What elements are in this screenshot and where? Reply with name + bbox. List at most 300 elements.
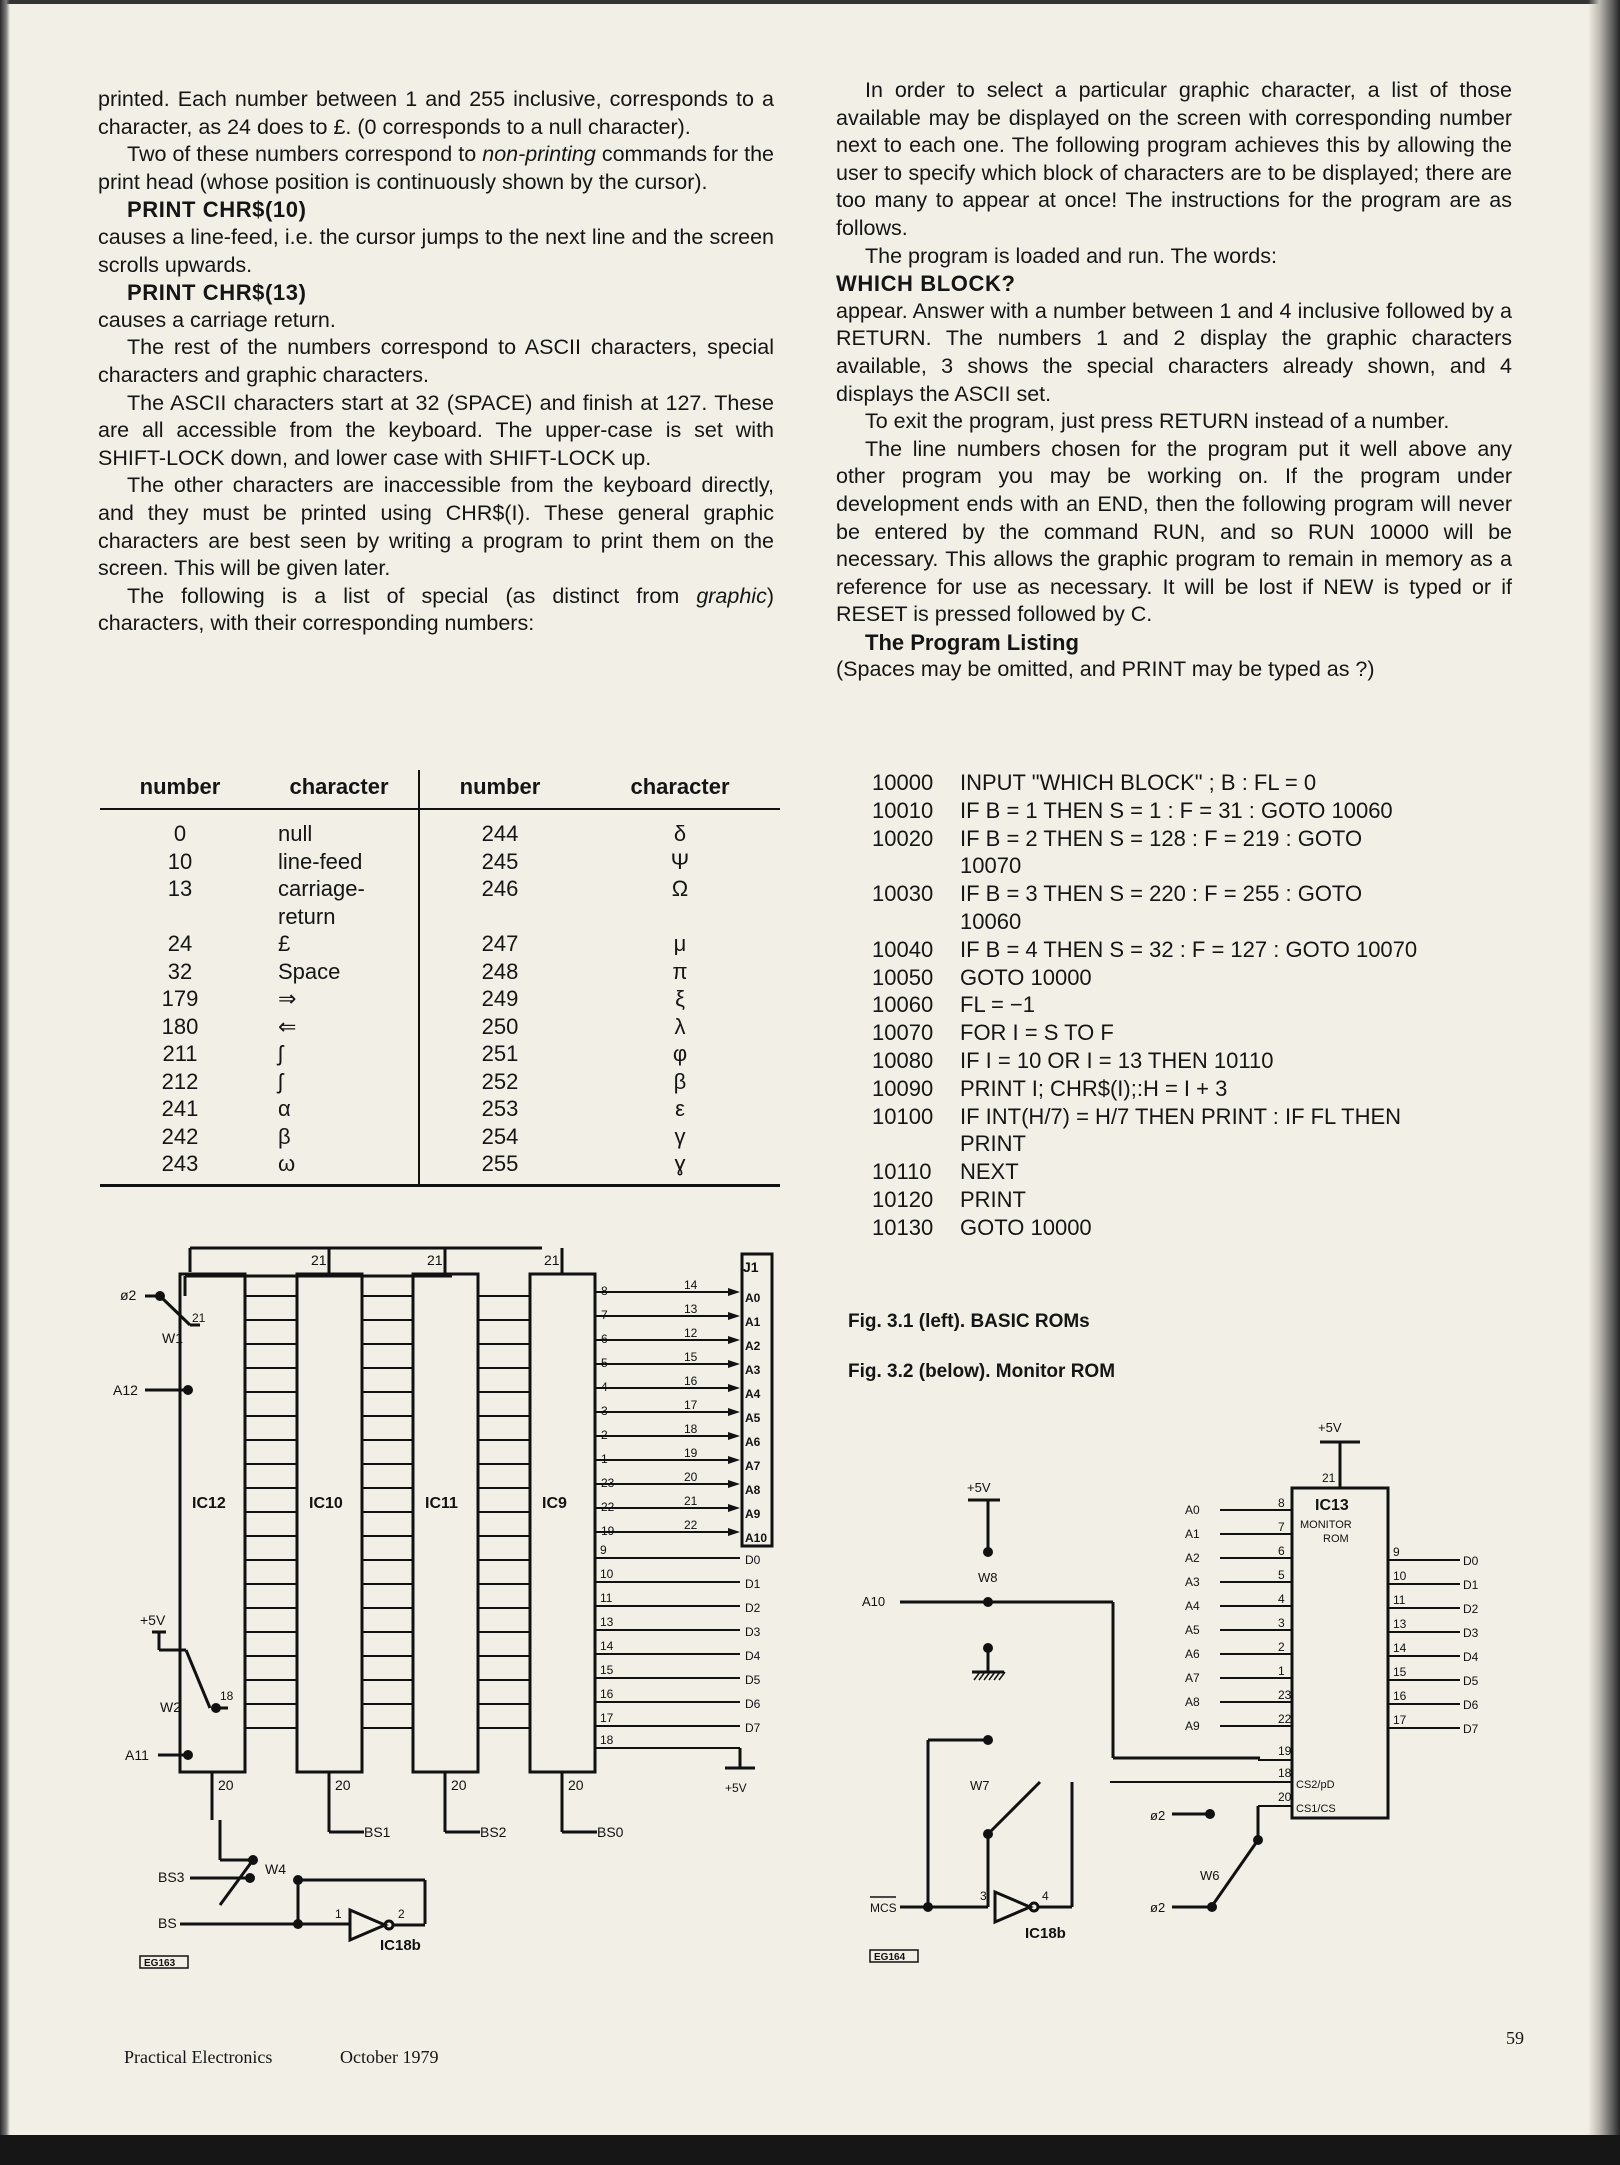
ic9-pin18-label: 18: [600, 1733, 614, 1747]
w4-label: W4: [265, 1861, 286, 1877]
connector-pin-label: 16: [684, 1374, 698, 1388]
ic13-sub2-label: ROM: [1323, 1533, 1349, 1545]
row-number-left: 13: [167, 876, 193, 901]
table-header-row: [100, 770, 780, 809]
ic13-data-pin-label: 11: [1393, 1593, 1406, 1607]
connector-pin-label: 21: [684, 1494, 698, 1508]
left-para-4: causes a carriage return.: [98, 307, 336, 332]
row-number-right: 247: [419, 930, 580, 958]
phi2a-label: ø2: [1150, 1808, 1166, 1823]
data-label-d2: D2: [1463, 1602, 1479, 1616]
row-number-right: 248: [419, 958, 580, 986]
w6-label: W6: [1200, 1868, 1220, 1883]
connector-pin-label: 14: [684, 1278, 698, 1292]
listing-line-code: FOR I = S TO F: [960, 1020, 1114, 1046]
row-number-right: 245: [419, 848, 580, 876]
connector-pin-label: 13: [684, 1302, 698, 1316]
row-number-left: 32: [167, 958, 193, 984]
ic10-chip-label: IC10: [309, 1495, 343, 1512]
row-number-left: [100, 903, 260, 931]
bs0-label: BS0: [597, 1824, 624, 1840]
bs-label: BS: [158, 1915, 177, 1931]
ic9-pin-label: 23: [601, 1476, 615, 1490]
mcs-dot: [923, 1902, 933, 1912]
listing-line: [872, 1130, 1516, 1158]
data-label-d6: D6: [1463, 1698, 1479, 1712]
table-row: [100, 1013, 780, 1041]
address-line-arrow: [728, 1408, 740, 1416]
row-character-left: ʃ: [278, 1041, 283, 1066]
ic13-data-pin-label: 17: [1393, 1713, 1407, 1727]
left-para-8-text-end: ) characters, with their corresponding numbers:: [98, 583, 774, 636]
connector-pin-label: 19: [684, 1446, 698, 1460]
address-label-a0: A0: [745, 1291, 761, 1305]
table-row: [100, 985, 780, 1013]
data-label-d2: D2: [745, 1601, 761, 1615]
connector-pin-label: 15: [684, 1350, 698, 1364]
row-character-left: £: [278, 931, 291, 956]
program-listing: [872, 769, 1516, 1242]
ic13-data-pin-label: 10: [1393, 1569, 1407, 1583]
keyword-which-block: WHICH BLOCK?: [836, 271, 1016, 297]
right-para-5: The line numbers chosen for the program put it well above any other program you may be working on. If the program under development ends with an END, then the following program will never be entered by the command RUN, and so RUN 10000 will be necessary. This allows the graphic program to remain in memory as a reference for use as necessary. It will be lost if NEW is typed or if RESET is pressed followed by C.: [836, 436, 1512, 627]
w1-switch-arm: [160, 1296, 190, 1325]
data-label-d7: D7: [1463, 1722, 1479, 1736]
data-label-d1: D1: [745, 1577, 761, 1591]
right-column: [836, 77, 1512, 684]
ic9-data-pin-label: 9: [600, 1543, 607, 1557]
row-number-right: 252: [419, 1068, 580, 1096]
table-row: [100, 903, 780, 931]
row-character-right: μ: [673, 931, 687, 956]
table-row: [100, 1040, 780, 1068]
listing-line-number: 10070: [872, 1020, 934, 1046]
address-line-arrow: [728, 1480, 740, 1488]
left-para-8-text: The following is a list of special (as distinct from: [127, 583, 697, 608]
pin20-label: 20: [451, 1777, 467, 1793]
ic13-label: IC13: [1315, 1497, 1349, 1514]
listing-line-code: GOTO 10000: [960, 964, 1092, 990]
listing-line-number: 10000: [872, 770, 934, 795]
ic13-pin-label: 8: [1278, 1496, 1285, 1510]
listing-line: [872, 880, 1516, 908]
table-row: [100, 958, 780, 986]
plus5v-dot: [983, 1547, 993, 1557]
inverter-pin3-label: 3: [980, 1889, 987, 1903]
bs3-dot: [245, 1873, 255, 1883]
table-row: [100, 1150, 780, 1185]
address-label-a3: A3: [1185, 1575, 1200, 1589]
ic12-chip: [180, 1274, 245, 1772]
listing-line-code: PRINT: [960, 1131, 1026, 1157]
table-row: [100, 848, 780, 876]
listing-line-number: 10030: [872, 881, 934, 907]
ic13-pin-label: 5: [1278, 1568, 1285, 1582]
ic13-sub1-label: MONITOR: [1300, 1519, 1352, 1531]
ic13-pin-label: 23: [1278, 1688, 1292, 1702]
footer-date: October 1979: [340, 2047, 439, 2067]
listing-line: [872, 1019, 1516, 1047]
data-label-d6: D6: [745, 1697, 761, 1711]
ic13-data-pin-label: 14: [1393, 1641, 1407, 1655]
pin20-label: 20: [218, 1777, 234, 1793]
listing-line-code: 10060: [960, 908, 1022, 934]
listing-line: [872, 825, 1516, 853]
listing-line-number: 10010: [872, 797, 934, 823]
row-number-left: 243: [100, 1150, 260, 1185]
row-number-left: 242: [161, 1123, 199, 1149]
connector-pin-label: 20: [684, 1470, 698, 1484]
pin21-label: 21: [311, 1252, 327, 1268]
left-para-2-text-end: commands for the print head (whose position is continuously shown by the cursor).: [98, 142, 774, 194]
a12-label: A12: [113, 1382, 138, 1398]
listing-line-number: 10080: [872, 1047, 934, 1073]
inverter-pin1-label: 1: [335, 1907, 342, 1921]
row-character-right: φ: [672, 1041, 688, 1066]
address-label-a0: A0: [1185, 1503, 1200, 1517]
left-para-6: The ASCII characters start at 32 (SPACE) and finish at 127. These are all accessible from the keyboard. The upper-case is set with SHIFT-LOCK down, and lower case with SHIFT-LOCK up.: [98, 390, 774, 470]
ic9-data-pin-label: 17: [600, 1711, 614, 1725]
connector-pin-label: 18: [684, 1422, 698, 1436]
row-character-left: α: [278, 1096, 291, 1121]
ic13-pin-label: 2: [1278, 1640, 1285, 1654]
row-number-left: 24: [167, 931, 193, 956]
address-line-arrow: [728, 1528, 740, 1536]
left-para-7: The other characters are inaccessible from the keyboard directly, and they must be printed using CHR$(I). These general graphic characters are best seen by writing a program to print them on the screen. This will be given later.: [98, 473, 774, 581]
address-line-arrow: [728, 1504, 740, 1512]
row-character-left: Space: [278, 958, 341, 984]
address-line-arrow: [728, 1336, 740, 1344]
ic9-data-pin-label: 16: [600, 1687, 614, 1701]
listing-line-number: [872, 1130, 960, 1158]
listing-note: (Spaces may be omitted, and PRINT may be typed as ?): [836, 657, 1375, 682]
row-number-left: 212: [161, 1068, 199, 1094]
pin21-label: 21: [427, 1252, 443, 1268]
row-number-left: 10: [167, 848, 193, 874]
listing-line-number: 10050: [872, 964, 934, 990]
listing-line-code: IF B = 2 THEN S = 128 : F = 219 : GOTO: [960, 825, 1363, 851]
listing-line: [872, 1158, 1516, 1186]
listing-line-code: IF B = 4 THEN S = 32 : F = 127 : GOTO 10070: [960, 936, 1418, 962]
address-label-a3: A3: [745, 1363, 761, 1377]
plus5v-label: +5V: [140, 1612, 166, 1628]
address-label-a7: A7: [1185, 1671, 1200, 1685]
address-label-a9: A9: [1185, 1719, 1200, 1733]
connector-pin-label: 22: [684, 1518, 698, 1532]
inverter-triangle: [350, 1910, 385, 1940]
inverter-pin4-label: 4: [1042, 1889, 1049, 1903]
ic13-data-pin-label: 15: [1393, 1665, 1407, 1679]
address-label-a10: A10: [745, 1531, 768, 1545]
ic9-data-pin-label: 14: [600, 1639, 614, 1653]
a11-label: A11: [125, 1747, 149, 1763]
listing-line-number: 10130: [872, 1214, 934, 1240]
row-character-right: δ: [673, 821, 687, 846]
w8-a10-dot: [983, 1597, 993, 1607]
pin20-label: 20: [335, 1777, 351, 1793]
listing-line-code: PRINT: [960, 1186, 1026, 1212]
pin20-label: 20: [568, 1777, 584, 1793]
address-label-a5: A5: [1185, 1623, 1200, 1637]
page-edge-bottom: [0, 2135, 1620, 2165]
ic12-chip-label: IC12: [192, 1495, 226, 1512]
fig-3-1-basic-roms-schematic: [80, 1240, 780, 1970]
data-label-d4: D4: [1463, 1650, 1479, 1664]
listing-line-number: 10020: [872, 825, 934, 851]
table-body: [100, 809, 780, 1185]
ic13-pin20-label: 20: [1278, 1790, 1292, 1804]
data-label-d5: D5: [1463, 1674, 1479, 1688]
row-character-left: return: [278, 903, 336, 929]
listing-title: The Program Listing: [865, 629, 1079, 655]
row-number-right: 249: [419, 985, 580, 1013]
listing-line-number: 10040: [872, 936, 934, 962]
address-label-a2: A2: [1185, 1551, 1200, 1565]
left-para-2-emphasis: non-printing: [482, 142, 596, 167]
ic11-chip-label: IC11: [425, 1495, 458, 1512]
address-line-arrow: [728, 1360, 740, 1368]
row-character-left: ⇐: [278, 1013, 297, 1039]
row-number-right: 251: [419, 1040, 580, 1068]
listing-line-code: INPUT "WHICH BLOCK" ; B : FL = 0: [960, 770, 1317, 795]
header-character-1: character: [260, 770, 419, 809]
keyword-print-chr-13: PRINT CHR$(13): [127, 280, 307, 306]
w7-switch-arm: [988, 1782, 1040, 1834]
page-edge-top: [0, 0, 1620, 4]
inverter-pin2-label: 2: [398, 1907, 405, 1921]
listing-line-number: 10060: [872, 992, 934, 1018]
connector-pin-label: 17: [684, 1398, 698, 1412]
ic13-pin-label: 3: [1278, 1616, 1285, 1630]
ic9-pin-label: 2: [601, 1428, 608, 1442]
special-characters-table: [100, 770, 780, 1187]
address-line-arrow: [728, 1312, 740, 1320]
address-label-a2: A2: [745, 1339, 761, 1353]
ic9-data-pin-label: 13: [600, 1615, 614, 1629]
row-character-left: line-feed: [278, 848, 363, 874]
ic13-data-pin-label: 13: [1393, 1617, 1407, 1631]
listing-line-number: 10100: [872, 1103, 934, 1129]
row-number-right: 244: [419, 809, 580, 848]
page-number: 59: [1506, 2028, 1524, 2048]
listing-line-number: [872, 908, 960, 936]
left-para-1: printed. Each number between 1 and 255 inclusive, corresponds to a character, as 24 does to £. (0 corresponds to a null character).: [98, 87, 774, 139]
listing-line: [872, 936, 1516, 964]
a12-dot: [183, 1385, 193, 1395]
j1-label: J1: [743, 1259, 759, 1275]
phi2b-dot: [1207, 1902, 1217, 1912]
row-number-right: 250: [419, 1013, 580, 1041]
inverter-label: IC18b: [380, 1937, 421, 1954]
ic9-pin-label: 5: [601, 1356, 608, 1370]
listing-line-code: IF B = 1 THEN S = 1 : F = 31 : GOTO 10060: [960, 797, 1393, 823]
address-line-arrow: [728, 1432, 740, 1440]
listing-line: [872, 1047, 1516, 1075]
listing-line-code: IF I = 10 OR I = 13 THEN 10110: [960, 1047, 1274, 1073]
address-label-a4: A4: [1185, 1599, 1200, 1613]
bs1-label: BS1: [364, 1824, 391, 1840]
row-number-left: 179: [161, 986, 199, 1011]
fig1-tag: EG163: [144, 1958, 176, 1969]
table-row: [100, 1095, 780, 1123]
left-para-8-emphasis: graphic: [696, 583, 767, 608]
listing-line: [872, 1186, 1516, 1214]
data-label-d7: D7: [745, 1721, 761, 1735]
row-character-left: ⇒: [278, 986, 297, 1011]
address-label-a9: A9: [745, 1507, 761, 1521]
bs3-label: BS3: [158, 1869, 185, 1885]
w7-label: W7: [970, 1778, 990, 1793]
row-number-right: 253: [419, 1095, 580, 1123]
mcs-label: MCS: [870, 1901, 897, 1915]
address-label-a7: A7: [745, 1459, 761, 1473]
left-para-2-text: Two of these numbers correspond to: [127, 142, 483, 167]
w1-label: W1: [162, 1330, 183, 1346]
ic9-chip: [530, 1274, 595, 1772]
left-para-8: [98, 583, 774, 638]
row-character-right: λ: [674, 1013, 686, 1039]
header-character-2: character: [580, 770, 780, 809]
row-character-left: ω: [260, 1150, 419, 1185]
bs2-label: BS2: [480, 1824, 507, 1840]
inverter-bubble: [1030, 1903, 1038, 1911]
ic13-pin21-label: 21: [1322, 1471, 1336, 1485]
address-label-a8: A8: [745, 1483, 761, 1497]
left-para-5: The rest of the numbers correspond to ASCII characters, special characters and graphic characters.: [98, 335, 774, 387]
ic9-data-pin-label: 11: [600, 1591, 613, 1605]
ic13-data-pin-label: 9: [1393, 1545, 1400, 1559]
plus5v-out-label: +5V: [725, 1781, 747, 1795]
listing-line: [872, 1214, 1516, 1242]
left-para-3: causes a line-feed, i.e. the cursor jumps to the next line and the screen scrolls upwards.: [98, 224, 774, 277]
right-para-1: In order to select a particular graphic character, a list of those available may be displayed on the screen with corresponding number next to each one. The following program achieves this by allowing the user to specify which block of characters are to be displayed; there are too many to appear at once! The instructions for the program are as follows.: [836, 78, 1512, 240]
phi2-label: ø2: [120, 1287, 137, 1303]
listing-line: [872, 964, 1516, 992]
data-label-d1: D1: [1463, 1578, 1479, 1592]
fig-3-2-caption: Fig. 3.2 (below). Monitor ROM: [848, 1361, 1116, 1382]
data-label-d3: D3: [1463, 1626, 1479, 1640]
keyword-print-chr-10: PRINT CHR$(10): [127, 197, 307, 223]
row-number-left: 211: [162, 1041, 198, 1066]
listing-line-code: IF B = 3 THEN S = 220 : F = 255 : GOTO: [960, 881, 1363, 907]
ic13-pin-label: 22: [1278, 1712, 1292, 1726]
listing-line: [872, 852, 1516, 880]
w2-label: W2: [160, 1699, 181, 1715]
ic13-pin-label: 1: [1278, 1664, 1285, 1678]
right-para-3: appear. Answer with a number between 1 and 4 inclusive followed by a RETURN. The numbers 1 and 2 display the graphic characters available, 3 shows the special characters already shown, and 4 displays the ASCII set.: [836, 298, 1512, 406]
row-character-left: ʃ: [278, 1068, 283, 1094]
row-character-left: carriage-: [278, 876, 365, 901]
header-number-1: number: [100, 770, 260, 809]
fig-3-2-monitor-rom-schematic: [860, 1410, 1580, 1970]
listing-line-number: 10090: [872, 1075, 934, 1101]
left-column: [98, 86, 774, 638]
ic13-data-pin-label: 16: [1393, 1689, 1407, 1703]
address-line-arrow: [728, 1456, 740, 1464]
table-row: [100, 930, 780, 958]
phi2b-label: ø2: [1150, 1900, 1166, 1915]
ic13-cs1-label: CS1/CS: [1296, 1803, 1336, 1815]
data-label-d0: D0: [1463, 1554, 1479, 1568]
connector-pin-label: 12: [684, 1326, 698, 1340]
fig-3-1-caption: Fig. 3.1 (left). BASIC ROMs: [848, 1311, 1090, 1332]
header-number-2: number: [419, 770, 580, 809]
ic11-chip: [413, 1274, 478, 1772]
ic9-pin-label: 3: [601, 1404, 608, 1418]
listing-line: [872, 991, 1516, 1019]
ic13-pin19-label: 19: [1278, 1744, 1292, 1758]
row-number-right: 255: [419, 1150, 580, 1185]
data-label-d4: D4: [745, 1649, 761, 1663]
data-label-d3: D3: [745, 1625, 761, 1639]
address-label-a6: A6: [1185, 1647, 1200, 1661]
ic9-chip-label: IC9: [542, 1495, 567, 1512]
ic12-pin18-label: 18: [220, 1689, 234, 1703]
ic9-data-pin-label: 10: [600, 1567, 614, 1581]
plus5v-top-label: +5V: [1318, 1420, 1342, 1435]
row-character-right: π: [672, 958, 688, 984]
address-line-arrow: [728, 1384, 740, 1392]
row-number-right: [419, 903, 580, 931]
ic9-data-pin-label: 15: [600, 1663, 614, 1677]
row-character-right: Ψ: [670, 848, 690, 874]
ic9-pin-label: 19: [601, 1524, 615, 1538]
ic9-pin-label: 8: [601, 1284, 608, 1298]
inverter-triangle: [995, 1892, 1030, 1922]
w2-switch-arm: [186, 1650, 210, 1708]
listing-line: [872, 769, 1516, 797]
ic12-pin21-label: 21: [192, 1311, 206, 1325]
page-edge-right: [1588, 0, 1620, 2165]
a11-dot: [183, 1750, 193, 1760]
left-para-2: [98, 141, 774, 196]
right-para-4: To exit the program, just press RETURN instead of a number.: [865, 409, 1450, 434]
pin21-label: 21: [544, 1252, 560, 1268]
right-para-2: The program is loaded and run. The words:: [865, 243, 1277, 268]
ic9-pin-label: 7: [601, 1308, 608, 1322]
data-label-d0: D0: [745, 1553, 761, 1567]
listing-line: [872, 797, 1516, 825]
inverter-label: IC18b: [1025, 1925, 1066, 1942]
row-character-right: Ω: [671, 876, 689, 901]
row-character-left: null: [278, 821, 313, 846]
row-character-right: ɣ: [580, 1150, 780, 1185]
row-number-right: 246: [419, 875, 580, 903]
listing-line-code: NEXT: [960, 1159, 1019, 1185]
ic10-chip: [297, 1274, 362, 1772]
row-character-left: β: [278, 1123, 291, 1149]
address-label-a1: A1: [745, 1315, 761, 1329]
address-label-a6: A6: [745, 1435, 761, 1449]
row-number-left: 241: [161, 1096, 199, 1121]
listing-line-number: 10110: [872, 1159, 932, 1185]
listing-line-code: IF INT(H/7) = H/7 THEN PRINT : IF FL THEN: [960, 1103, 1402, 1129]
ic9-pin-label: 6: [601, 1332, 608, 1346]
row-character-right: γ: [674, 1123, 686, 1149]
ic13-cs2-label: CS2/pD: [1296, 1779, 1335, 1791]
ic13-pin-label: 4: [1278, 1592, 1285, 1606]
listing-line: [872, 1075, 1516, 1103]
row-number-right: 254: [419, 1123, 580, 1151]
address-label-a4: A4: [745, 1387, 761, 1401]
listing-line-number: 10120: [872, 1186, 934, 1212]
row-number-left: 0: [173, 821, 187, 846]
data-label-d5: D5: [745, 1673, 761, 1687]
address-label-a8: A8: [1185, 1695, 1200, 1709]
row-character-right: ε: [675, 1096, 685, 1121]
address-label-a1: A1: [1185, 1527, 1200, 1541]
page-edge-left: [0, 0, 10, 2165]
